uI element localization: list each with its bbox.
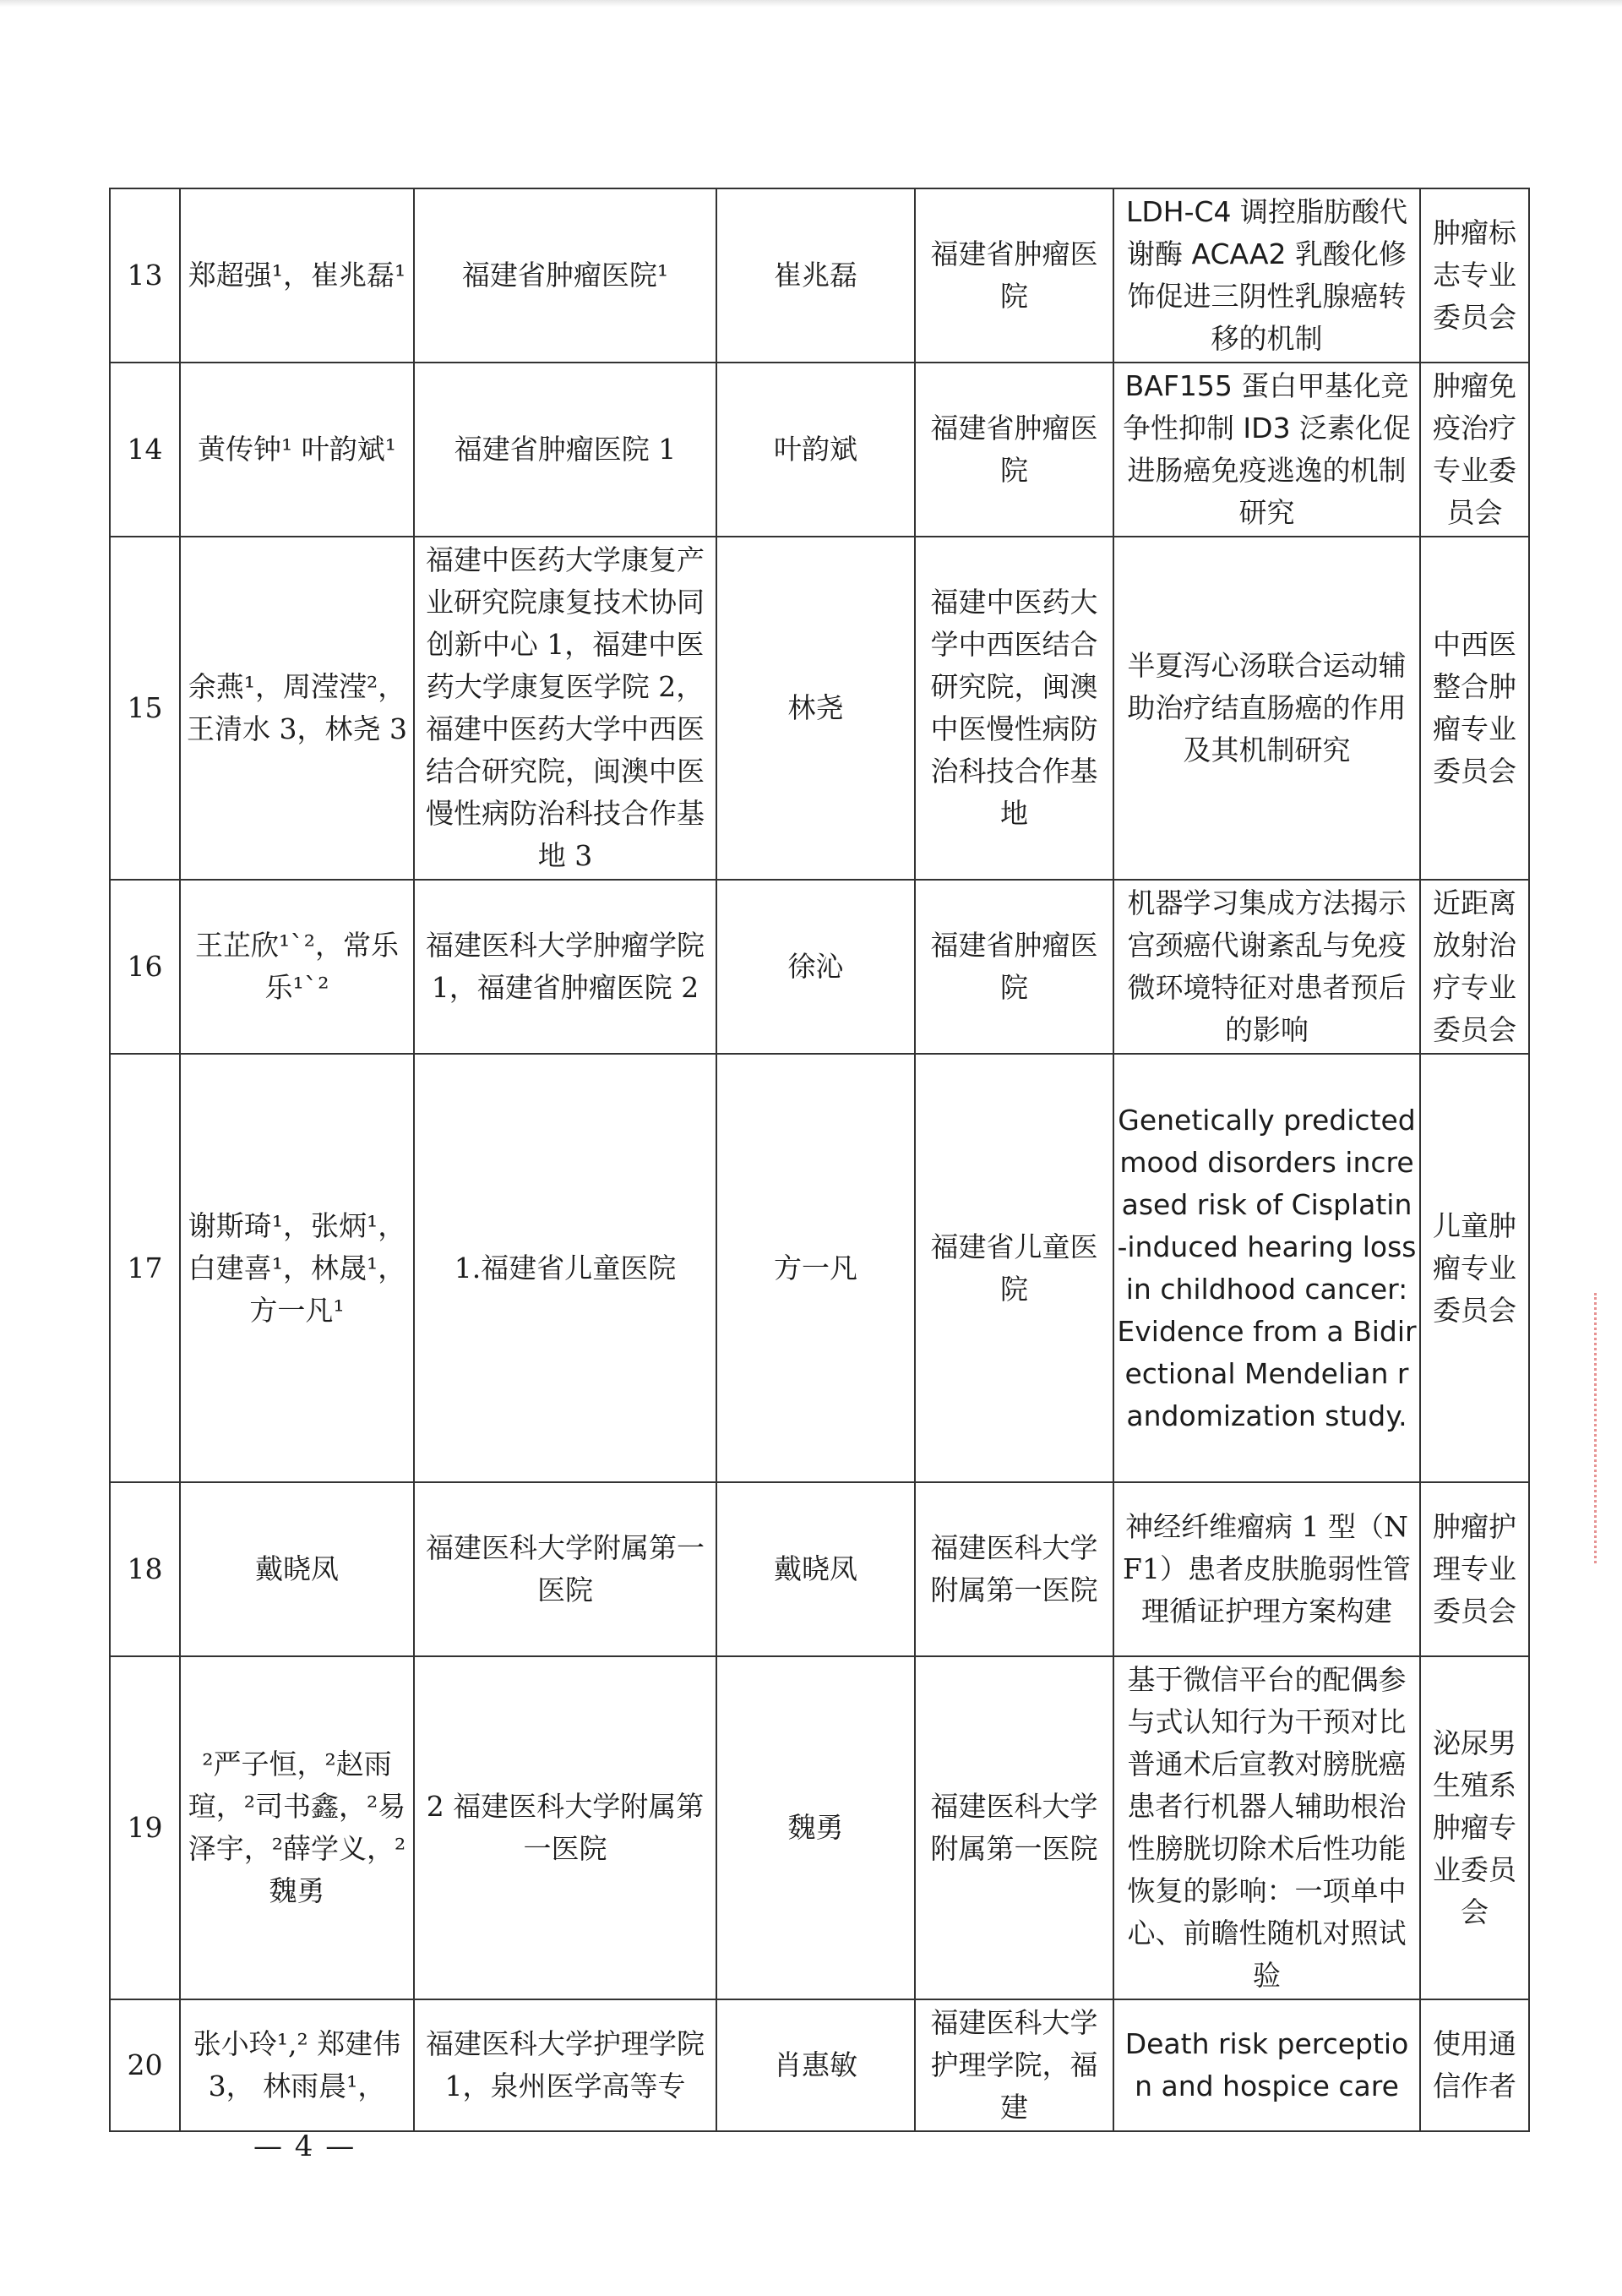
corresponding-institution-cell: 福建省肿瘤医院 (915, 880, 1113, 1054)
table-row (110, 537, 1529, 880)
institution-cell: 1.福建省儿童医院 (414, 1054, 716, 1482)
corresponding-author-cell: 肖惠敏 (716, 1999, 915, 2131)
institution-cell: 福建省肿瘤医院¹ (414, 188, 716, 363)
committee-cell: 肿瘤免疫治疗专业委员会 (1420, 363, 1529, 537)
corresponding-author-cell: 徐沁 (716, 880, 915, 1054)
topic-cell: 半夏泻心汤联合运动辅助治疗结直肠癌的作用及其机制研究 (1113, 537, 1420, 880)
corresponding-institution-cell: 福建省肿瘤医院 (915, 188, 1113, 363)
authors-cell: ²严子恒，²赵雨瑄，²司书鑫，²易泽宇，²薛学义，²魏勇 (180, 1656, 414, 1999)
corresponding-institution-cell: 福建省儿童医院 (915, 1054, 1113, 1482)
committee-cell: 泌尿男生殖系肿瘤专业委员会 (1420, 1656, 1529, 1999)
table-row (110, 880, 1529, 1054)
corresponding-author-cell: 林尧 (716, 537, 915, 880)
corresponding-author-cell: 叶韵斌 (716, 363, 915, 537)
corresponding-institution-cell: 福建省肿瘤医院 (915, 363, 1113, 537)
authors-cell: 戴晓凤 (180, 1482, 414, 1656)
table-row (110, 1999, 1529, 2131)
committee-cell: 近距离放射治疗专业委员会 (1420, 880, 1529, 1054)
topic-cell: 基于微信平台的配偶参与式认知行为干预对比普通术后宣教对膀胱癌患者行机器人辅助根治性膀胱切除术后性功能恢复的影响：一项单中心、前瞻性随机对照试验 (1113, 1656, 1420, 1999)
award-table (109, 188, 1530, 2132)
committee-cell: 中西医整合肿瘤专业委员会 (1420, 537, 1529, 880)
authors-cell: 黄传钟¹ 叶韵斌¹ (180, 363, 414, 537)
row-number: 16 (110, 880, 180, 1054)
authors-cell: 王芷欣¹`²，常乐乐¹`² (180, 880, 414, 1054)
row-number: 13 (110, 188, 180, 363)
corresponding-institution-cell: 福建医科大学护理学院，福建 (915, 1999, 1113, 2131)
topic-cell: Death risk perception and hospice care (1113, 1999, 1420, 2131)
corresponding-institution-cell: 福建医科大学附属第一医院 (915, 1656, 1113, 1999)
row-number: 15 (110, 537, 180, 880)
committee-cell: 使用通信作者 (1420, 1999, 1529, 2131)
table-row (110, 363, 1529, 537)
page-number: — 4 — (253, 2130, 357, 2163)
institution-cell: 福建中医药大学康复产业研究院康复技术协同创新中心 1，福建中医药大学康复医学院 2，福建中医药大学中西医结合研究院，闽澳中医慢性病防治科技合作基地 3 (414, 537, 716, 880)
table-row (110, 188, 1529, 363)
corresponding-author-cell: 方一凡 (716, 1054, 915, 1482)
authors-cell: 郑超强¹，崔兆磊¹ (180, 188, 414, 363)
topic-cell: Genetically predicted mood disorders increased risk of Cisplatin-induced hearing loss in childhood cancer: Evidence from a Bidirectional Mendelian randomization study. (1113, 1054, 1420, 1482)
page-top-edge (0, 0, 1622, 7)
committee-cell: 肿瘤标志专业委员会 (1420, 188, 1529, 363)
topic-cell: 机器学习集成方法揭示宫颈癌代谢紊乱与免疫微环境特征对患者预后的影响 (1113, 880, 1420, 1054)
authors-cell: 张小玲¹,² 郑建伟 3， 林雨晨¹， (180, 1999, 414, 2131)
committee-cell: 儿童肿瘤专业委员会 (1420, 1054, 1529, 1482)
corresponding-institution-cell: 福建医科大学附属第一医院 (915, 1482, 1113, 1656)
row-number: 18 (110, 1482, 180, 1656)
row-number: 19 (110, 1656, 180, 1999)
table-row (110, 1054, 1529, 1482)
corresponding-institution-cell: 福建中医药大学中西医结合研究院，闽澳中医慢性病防治科技合作基地 (915, 537, 1113, 880)
table-row (110, 1656, 1529, 1999)
institution-cell: 福建医科大学肿瘤学院 1，福建省肿瘤医院 2 (414, 880, 716, 1054)
seal-stamp-edge (1594, 1293, 1622, 1563)
row-number: 17 (110, 1054, 180, 1482)
committee-cell: 肿瘤护理专业委员会 (1420, 1482, 1529, 1656)
institution-cell: 2 福建医科大学附属第一医院 (414, 1656, 716, 1999)
institution-cell: 福建医科大学附属第一医院 (414, 1482, 716, 1656)
table-row (110, 1482, 1529, 1656)
corresponding-author-cell: 魏勇 (716, 1656, 915, 1999)
topic-cell: LDH-C4 调控脂肪酸代谢酶 ACAA2 乳酸化修饰促进三阴性乳腺癌转移的机制 (1113, 188, 1420, 363)
corresponding-author-cell: 戴晓凤 (716, 1482, 915, 1656)
institution-cell: 福建省肿瘤医院 1 (414, 363, 716, 537)
authors-cell: 余燕¹，周滢滢²，王清水 3，林尧 3 (180, 537, 414, 880)
institution-cell: 福建医科大学护理学院 1，泉州医学高等专 (414, 1999, 716, 2131)
topic-cell: BAF155 蛋白甲基化竞争性抑制 ID3 泛素化促进肠癌免疫逃逸的机制研究 (1113, 363, 1420, 537)
row-number: 20 (110, 1999, 180, 2131)
authors-cell: 谢斯琦¹，张炳¹，白建喜¹，林晟¹，方一凡¹ (180, 1054, 414, 1482)
topic-cell: 神经纤维瘤病 1 型（NF1）患者皮肤脆弱性管理循证护理方案构建 (1113, 1482, 1420, 1656)
corresponding-author-cell: 崔兆磊 (716, 188, 915, 363)
row-number: 14 (110, 363, 180, 537)
